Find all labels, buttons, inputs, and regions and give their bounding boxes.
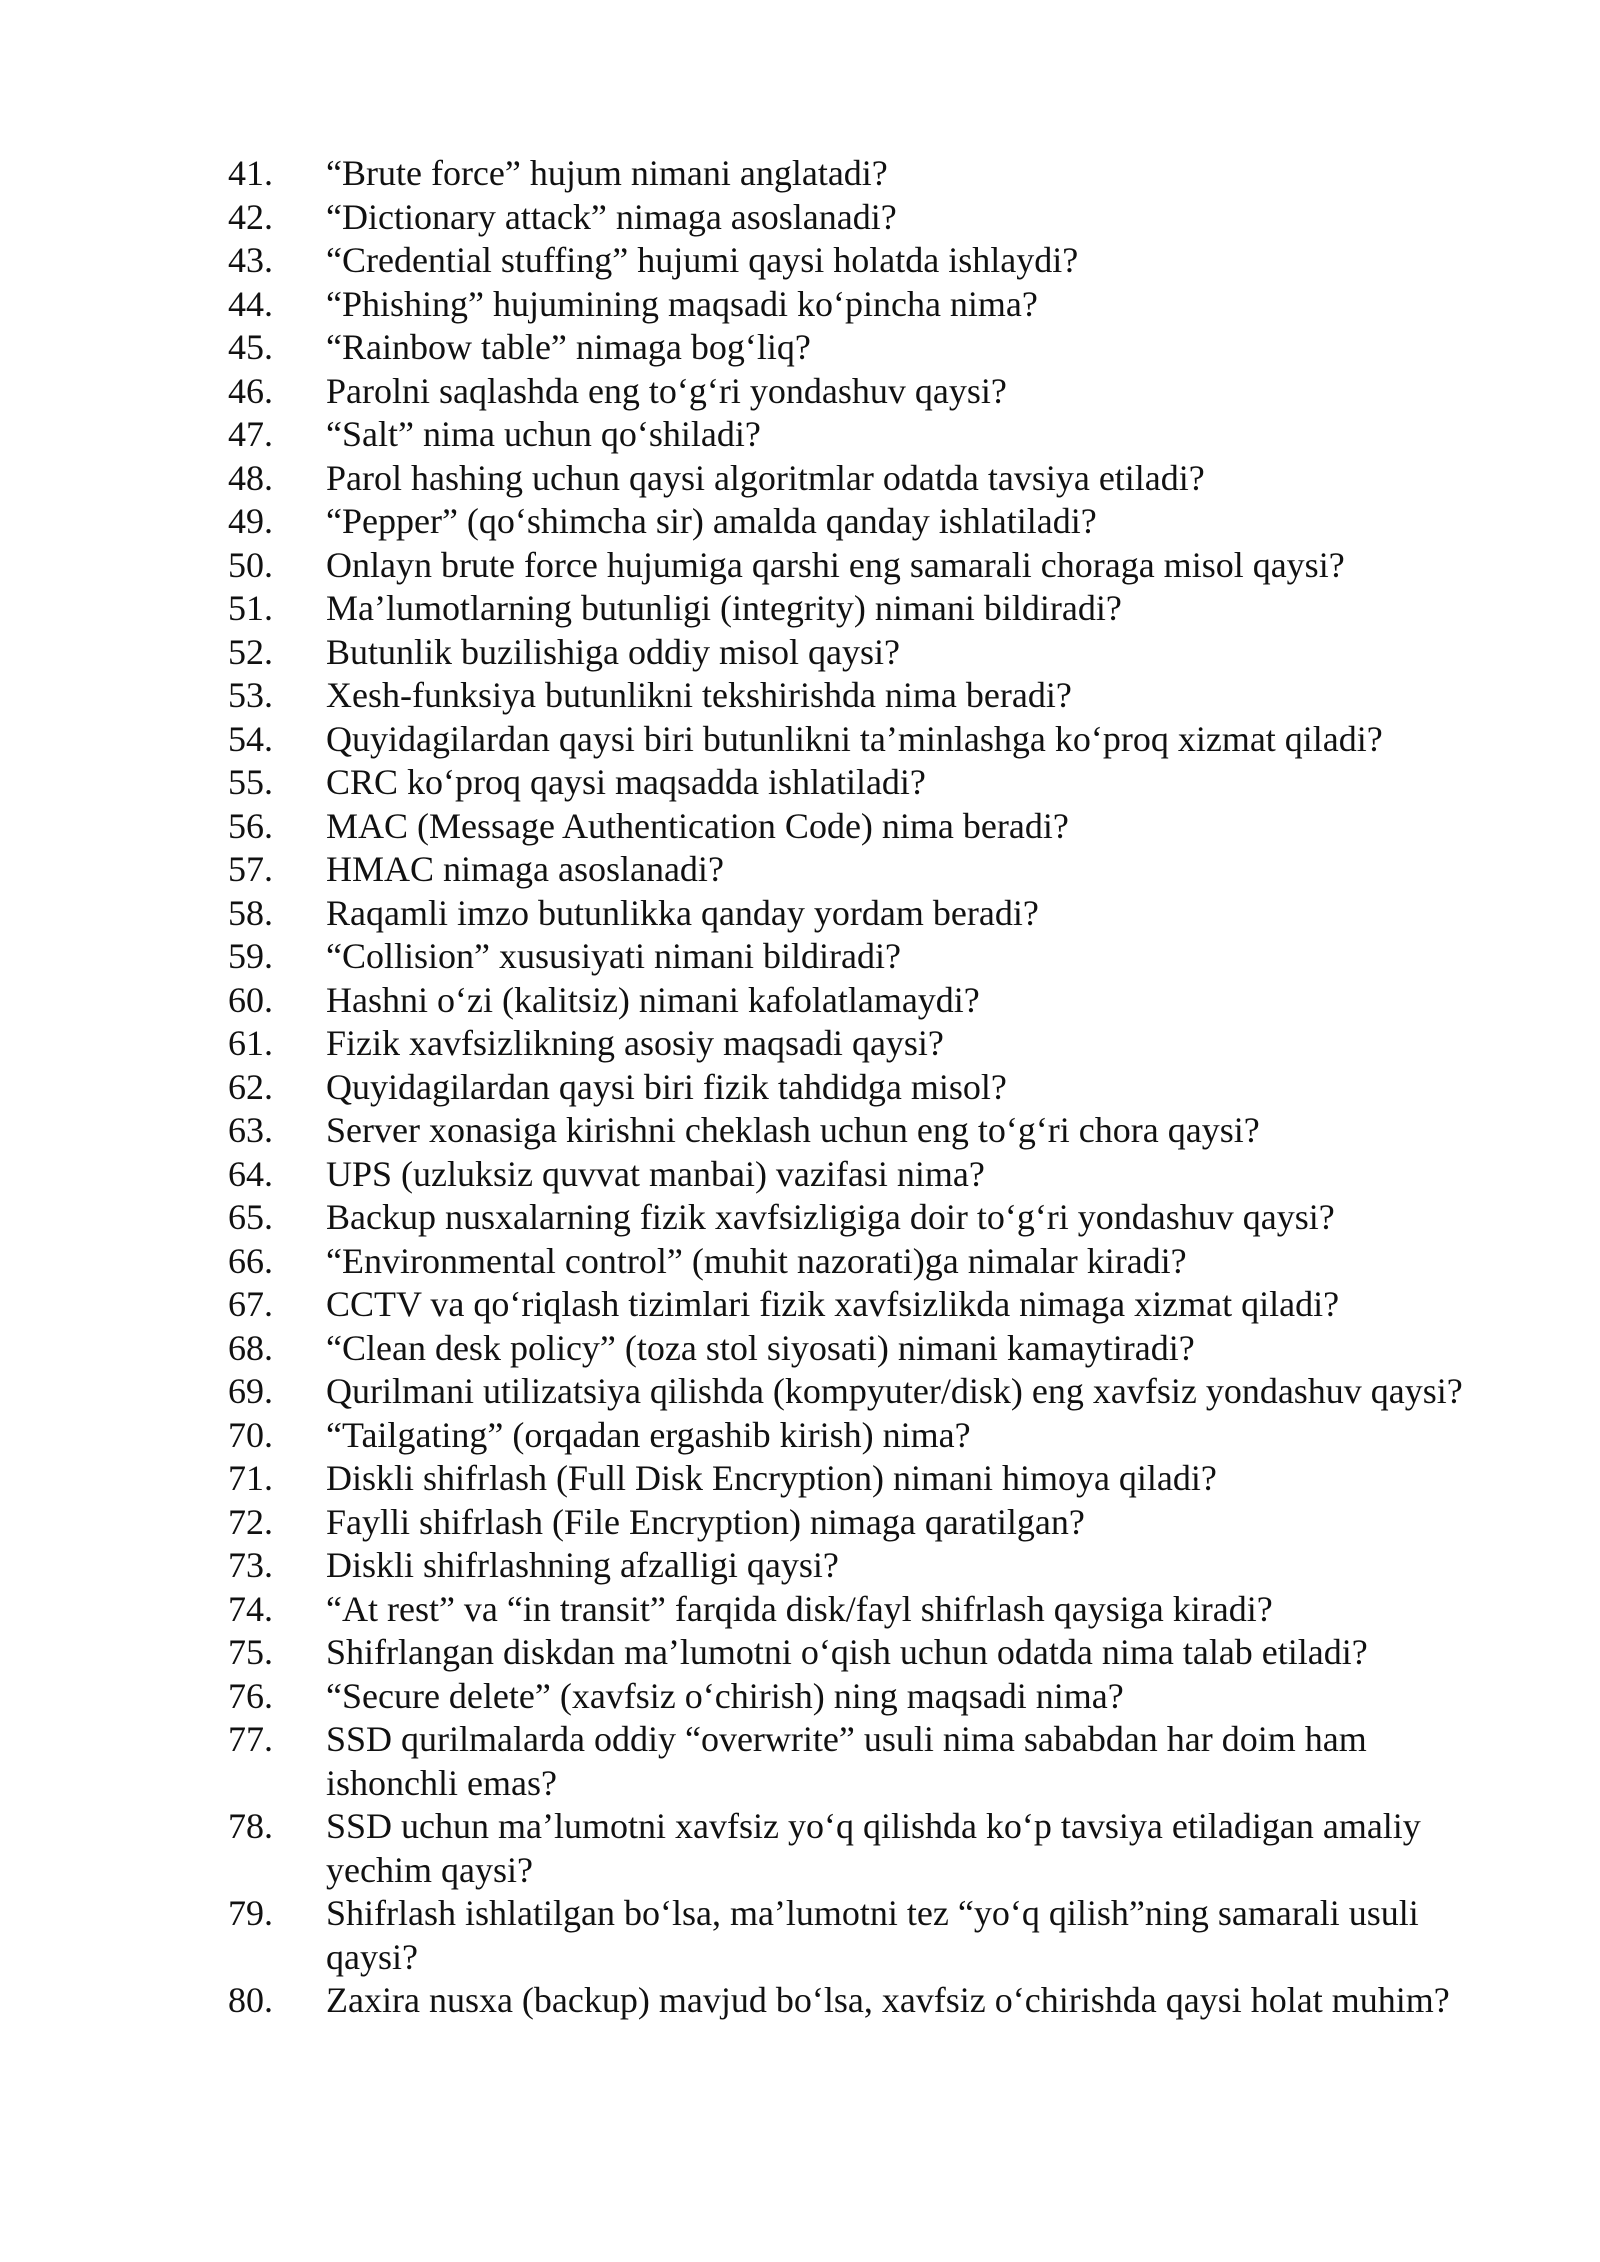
question-text: CCTV va qo‘riqlash tizimlari fizik xavfsizlikda nimaga xizmat qiladi? bbox=[326, 1284, 1340, 1324]
question-item bbox=[228, 761, 1493, 805]
question-text: “Clean desk policy” (toza stol siyosati) nimani kamaytiradi? bbox=[326, 1327, 1195, 1368]
question-number: 60. bbox=[228, 979, 273, 1020]
question-text: Backup nusxalarning fizik xavfsizligiga doir to‘g‘ri yondashuv qaysi? bbox=[326, 1197, 1335, 1237]
question-number: 71. bbox=[228, 1458, 273, 1498]
question-number: 74. bbox=[228, 1588, 273, 1629]
question-item bbox=[228, 1457, 1493, 1501]
question-item bbox=[228, 631, 1493, 675]
question-text: HMAC nimaga asoslanadi? bbox=[326, 849, 724, 889]
question-text: “Tailgating” (orqadan ergashib kirish) nima? bbox=[326, 1414, 971, 1455]
question-number: 66. bbox=[228, 1240, 273, 1281]
question-number: 80. bbox=[228, 1980, 273, 2020]
question-number: 64. bbox=[228, 1153, 273, 1194]
question-text: “Dictionary attack” nimaga asoslanadi? bbox=[326, 196, 897, 237]
question-number: 67. bbox=[228, 1284, 273, 1324]
question-text: “Collision” xususiyati nimani bildiradi? bbox=[326, 936, 901, 976]
question-number: 50. bbox=[228, 544, 273, 585]
question-text: “Salt” nima uchun qo‘shiladi? bbox=[326, 414, 761, 454]
question-text: Server xonasiga kirishni cheklash uchun eng to‘g‘ri chora qaysi? bbox=[326, 1110, 1260, 1150]
question-number: 79. bbox=[228, 1893, 273, 1933]
question-text: CRC ko‘proq qaysi maqsadda ishlatiladi? bbox=[326, 762, 926, 802]
question-text: Shifrlangan diskdan ma’lumotni o‘qish uchun odatda nima talab etiladi? bbox=[326, 1632, 1368, 1672]
question-number: 63. bbox=[228, 1110, 273, 1150]
question-text: Qurilmani utilizatsiya qilishda (kompyuter/disk) eng xavfsiz yondashuv qaysi? bbox=[326, 1371, 1463, 1411]
question-item bbox=[228, 152, 1493, 196]
question-number: 48. bbox=[228, 457, 273, 498]
question-text: Ma’lumotlarning butunligi (integrity) nimani bildiradi? bbox=[326, 588, 1122, 628]
question-text: Parol hashing uchun qaysi algoritmlar odatda tavsiya etiladi? bbox=[326, 457, 1205, 498]
question-number: 58. bbox=[228, 892, 273, 933]
question-number: 54. bbox=[228, 718, 273, 759]
question-item bbox=[228, 1327, 1493, 1371]
question-text: “Brute force” hujum nimani anglatadi? bbox=[326, 153, 888, 193]
question-number: 42. bbox=[228, 196, 273, 237]
question-item bbox=[228, 1501, 1493, 1545]
question-number: 76. bbox=[228, 1675, 273, 1716]
question-text: Diskli shifrlashning afzalligi qaysi? bbox=[326, 1545, 839, 1585]
question-text: “Rainbow table” nimaga bog‘liq? bbox=[326, 327, 811, 367]
question-text: Onlayn brute force hujumiga qarshi eng samarali choraga misol qaysi? bbox=[326, 544, 1345, 585]
question-item bbox=[228, 239, 1493, 283]
question-item bbox=[228, 1805, 1493, 1892]
question-text: MAC (Message Authentication Code) nima beradi? bbox=[326, 805, 1069, 846]
question-text: Diskli shifrlash (Full Disk Encryption) nimani himoya qiladi? bbox=[326, 1458, 1217, 1498]
question-text: Raqamli imzo butunlikka qanday yordam beradi? bbox=[326, 892, 1039, 933]
question-text: “Secure delete” (xavfsiz o‘chirish) ning maqsadi nima? bbox=[326, 1675, 1124, 1716]
question-item bbox=[228, 283, 1493, 327]
question-list bbox=[228, 152, 1493, 2023]
question-text: Quyidagilardan qaysi biri fizik tahdidga misol? bbox=[326, 1066, 1007, 1107]
question-item bbox=[228, 1892, 1493, 1979]
question-text: SSD qurilmalarda oddiy “overwrite” usuli nima sababdan har doim ham ishonchli emas? bbox=[326, 1719, 1367, 1803]
question-text: Hashni o‘zi (kalitsiz) nimani kafolatlamaydi? bbox=[326, 979, 980, 1020]
question-number: 62. bbox=[228, 1066, 273, 1107]
question-item bbox=[228, 587, 1493, 631]
question-number: 70. bbox=[228, 1414, 273, 1455]
question-number: 45. bbox=[228, 327, 273, 367]
question-item bbox=[228, 1196, 1493, 1240]
question-item bbox=[228, 457, 1493, 501]
question-item bbox=[228, 1066, 1493, 1110]
question-item bbox=[228, 1631, 1493, 1675]
question-number: 57. bbox=[228, 849, 273, 889]
question-item bbox=[228, 196, 1493, 240]
question-number: 53. bbox=[228, 675, 273, 715]
question-text: “Phishing” hujumining maqsadi ko‘pincha nima? bbox=[326, 283, 1038, 324]
question-item bbox=[228, 805, 1493, 849]
question-text: SSD uchun ma’lumotni xavfsiz yo‘q qilishda ko‘p tavsiya etiladigan amaliy yechim qaysi? bbox=[326, 1806, 1421, 1890]
question-text: Parolni saqlashda eng to‘g‘ri yondashuv qaysi? bbox=[326, 370, 1007, 411]
question-item bbox=[228, 1370, 1493, 1414]
question-item bbox=[228, 413, 1493, 457]
question-number: 65. bbox=[228, 1197, 273, 1237]
question-number: 56. bbox=[228, 805, 273, 846]
question-number: 41. bbox=[228, 153, 273, 193]
question-text: Shifrlash ishlatilgan bo‘lsa, ma’lumotni tez “yo‘q qilish”ning samarali usuli qaysi? bbox=[326, 1893, 1419, 1977]
question-number: 47. bbox=[228, 414, 273, 454]
question-item bbox=[228, 718, 1493, 762]
question-item bbox=[228, 979, 1493, 1023]
question-number: 68. bbox=[228, 1327, 273, 1368]
question-number: 51. bbox=[228, 588, 273, 628]
question-text: “At rest” va “in transit” farqida disk/fayl shifrlash qaysiga kiradi? bbox=[326, 1588, 1273, 1629]
question-number: 69. bbox=[228, 1371, 273, 1411]
question-item bbox=[228, 544, 1493, 588]
question-item bbox=[228, 848, 1493, 892]
question-item bbox=[228, 892, 1493, 936]
question-number: 77. bbox=[228, 1719, 273, 1759]
question-text: Xesh-funksiya butunlikni tekshirishda nima beradi? bbox=[326, 675, 1072, 715]
question-item bbox=[228, 1240, 1493, 1284]
question-item bbox=[228, 1544, 1493, 1588]
question-text: “Pepper” (qo‘shimcha sir) amalda qanday ishlatiladi? bbox=[326, 501, 1097, 541]
question-number: 78. bbox=[228, 1806, 273, 1846]
question-item bbox=[228, 674, 1493, 718]
question-number: 59. bbox=[228, 936, 273, 976]
question-text: Quyidagilardan qaysi biri butunlikni ta’minlashga ko‘proq xizmat qiladi? bbox=[326, 718, 1383, 759]
question-item bbox=[228, 1109, 1493, 1153]
question-number: 75. bbox=[228, 1632, 273, 1672]
question-number: 49. bbox=[228, 501, 273, 541]
question-item bbox=[228, 1153, 1493, 1197]
question-item bbox=[228, 326, 1493, 370]
question-number: 73. bbox=[228, 1545, 273, 1585]
question-number: 43. bbox=[228, 240, 273, 280]
question-number: 55. bbox=[228, 762, 273, 802]
question-item bbox=[228, 1283, 1493, 1327]
question-item bbox=[228, 1718, 1493, 1805]
question-item bbox=[228, 1588, 1493, 1632]
question-item bbox=[228, 1022, 1493, 1066]
question-text: UPS (uzluksiz quvvat manbai) vazifasi nima? bbox=[326, 1153, 985, 1194]
question-item bbox=[228, 500, 1493, 544]
question-text: Zaxira nusxa (backup) mavjud bo‘lsa, xavfsiz o‘chirishda qaysi holat muhim? bbox=[326, 1980, 1450, 2020]
question-text: “Credential stuffing” hujumi qaysi holatda ishlaydi? bbox=[326, 240, 1079, 280]
question-item bbox=[228, 370, 1493, 414]
question-number: 46. bbox=[228, 370, 273, 411]
question-text: Butunlik buzilishiga oddiy misol qaysi? bbox=[326, 631, 900, 672]
question-number: 61. bbox=[228, 1023, 273, 1063]
question-item bbox=[228, 935, 1493, 979]
question-number: 44. bbox=[228, 283, 273, 324]
question-item bbox=[228, 1414, 1493, 1458]
question-number: 72. bbox=[228, 1501, 273, 1542]
question-text: Faylli shifrlash (File Encryption) nimaga qaratilgan? bbox=[326, 1501, 1085, 1542]
question-text: “Environmental control” (muhit nazorati)ga nimalar kiradi? bbox=[326, 1240, 1187, 1281]
question-item bbox=[228, 1979, 1493, 2023]
question-text: Fizik xavfsizlikning asosiy maqsadi qaysi? bbox=[326, 1023, 944, 1063]
question-item bbox=[228, 1675, 1493, 1719]
question-number: 52. bbox=[228, 631, 273, 672]
